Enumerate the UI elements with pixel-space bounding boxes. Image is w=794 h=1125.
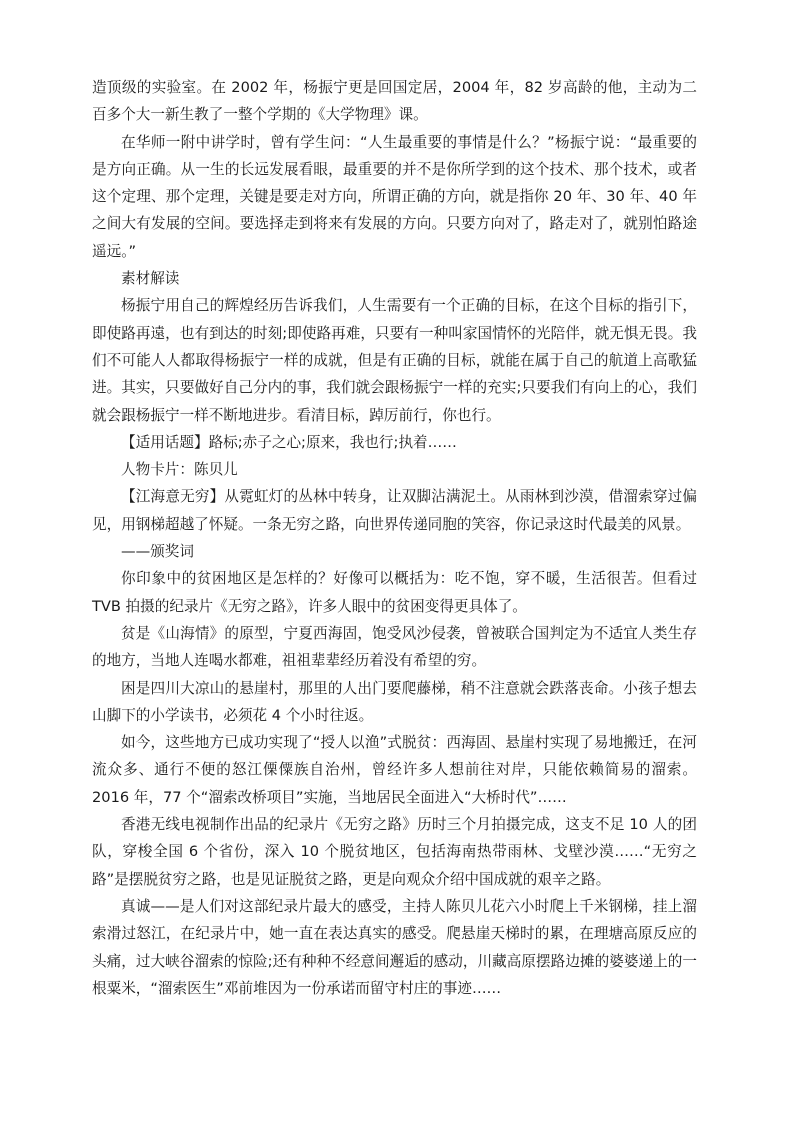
character-card-heading: 人物卡片：陈贝儿 (121, 461, 238, 479)
topic-line: 【适用话题】路标;赤子之心;原来，我也行;执着…… (121, 433, 457, 451)
paragraph-9: 真诚——是人们对这部纪录片最大的感受，主持人陈贝儿花六小时爬上千米钢梯，挂上溜索滑过怒江，在纪录片中，她一直在表达真实的感受。爬悬崖天梯时的累，在理塘高原反应的头痛，过大峡谷溜索的惊险;还有种种不经意间邂逅的感动，川藏高原摆路边摊的婆婆递上的一根粟米，“溜索医生”邓前堆因为一份承诺而留守村庄的事迹…… (92, 897, 697, 997)
award-citation: 【江海意无穷】从霓虹灯的丛林中转身，让双脚沾满泥土。从雨林到沙漠，借溜索穿过偏见，用钢梯超越了怀疑。一条无穷之路，向世界传递同胞的笑容，你记录这时代最美的风景。 (92, 488, 697, 533)
paragraph-3: 杨振宁用自己的辉煌经历告诉我们，人生需要有一个正确的目标，在这个目标的指引下，即使路再遠，也有到达的时刻;即使路再难，只要有一种叫家国情怀的光陪伴，就无惧无畏。我们不可能人人都取得杨振宁一样的成就，但是有正确的目标，就能在属于自己的航道上高歌猛进。其实，只要做好自己分内的事，我们就会跟杨振宁一样的充实;只要我们有向上的心，我们就会跟杨振宁一样不断地进步。看清目标，踔厉前行，你也行。 (92, 297, 697, 424)
paragraph-4: 你印象中的贫困地区是怎样的？好像可以概括为：吃不饱，穿不暖，生活很苦。但看过 TVB 拍摄的纪录片《无穷之路》，许多人眼中的贫困变得更具体了。 (92, 570, 697, 615)
document-body (92, 74, 697, 1002)
paragraph-5: 贫是《山海情》的原型，宁夏西海固，饱受风沙侵袭，曾被联合国判定为不适宜人类生存的地方，当地人连喝水都难，祖祖辈辈经历着没有希望的穷。 (92, 624, 697, 670)
paragraph-8: 香港无线电视制作出品的纪录片《无穷之路》历时三个月拍摄完成，这支不足 10 人的团队，穿梭全国 6 个省份，深入 10 个脱贫地区，包括海南热带雨林、戈壁沙漠……“无穷之路”是摆脱贫穷之路，也是见证脱贫之路，更是向观众介绍中国成就的艰辛之路。 (92, 816, 697, 888)
paragraph-2: 在华师一附中讲学时，曾有学生问：“人生最重要的事情是什么？”杨振宁说：“最重要的是方向正确。从一生的长远发展看眼，最重要的并不是你所学到的这个技术、那个技术，或者这个定理、那个定理，关键是要走对方向，所谓正确的方向，就是指你 20 年、30 年、40 年之间大有发展的空间。要选择走到将来有发展的方向。只要方向对了，路走对了，就别怕路途遥远。” (92, 133, 697, 260)
paragraph-1: 造顶级的实验室。在 2002 年，杨振宁更是回国定居，2004 年，82 岁高龄的他，主动为二百多个大一新生教了一整个学期的《大学物理》课。 (92, 79, 697, 124)
award-citation-source: ——颁奖词 (121, 543, 194, 561)
paragraph-6: 困是四川大凉山的悬崖村，那里的人出门要爬藤梯，稍不注意就会跌落丧命。小孩子想去山脚下的小学读书，必须花 4 个小时往返。 (92, 679, 697, 724)
paragraph-7: 如今，这些地方已成功实现了“授人以渔”式脱贫：西海固、悬崖村实现了易地搬迁，在河流众多、通行不便的怒江傈僳族自治州，曾经许多人想前往对岸，只能依赖简易的溜索。2016 年，77 个“溜索改桥项目”实施，当地居民全面进入“大桥时代”…… (92, 734, 697, 806)
section-heading-material: 素材解读 (121, 270, 180, 288)
